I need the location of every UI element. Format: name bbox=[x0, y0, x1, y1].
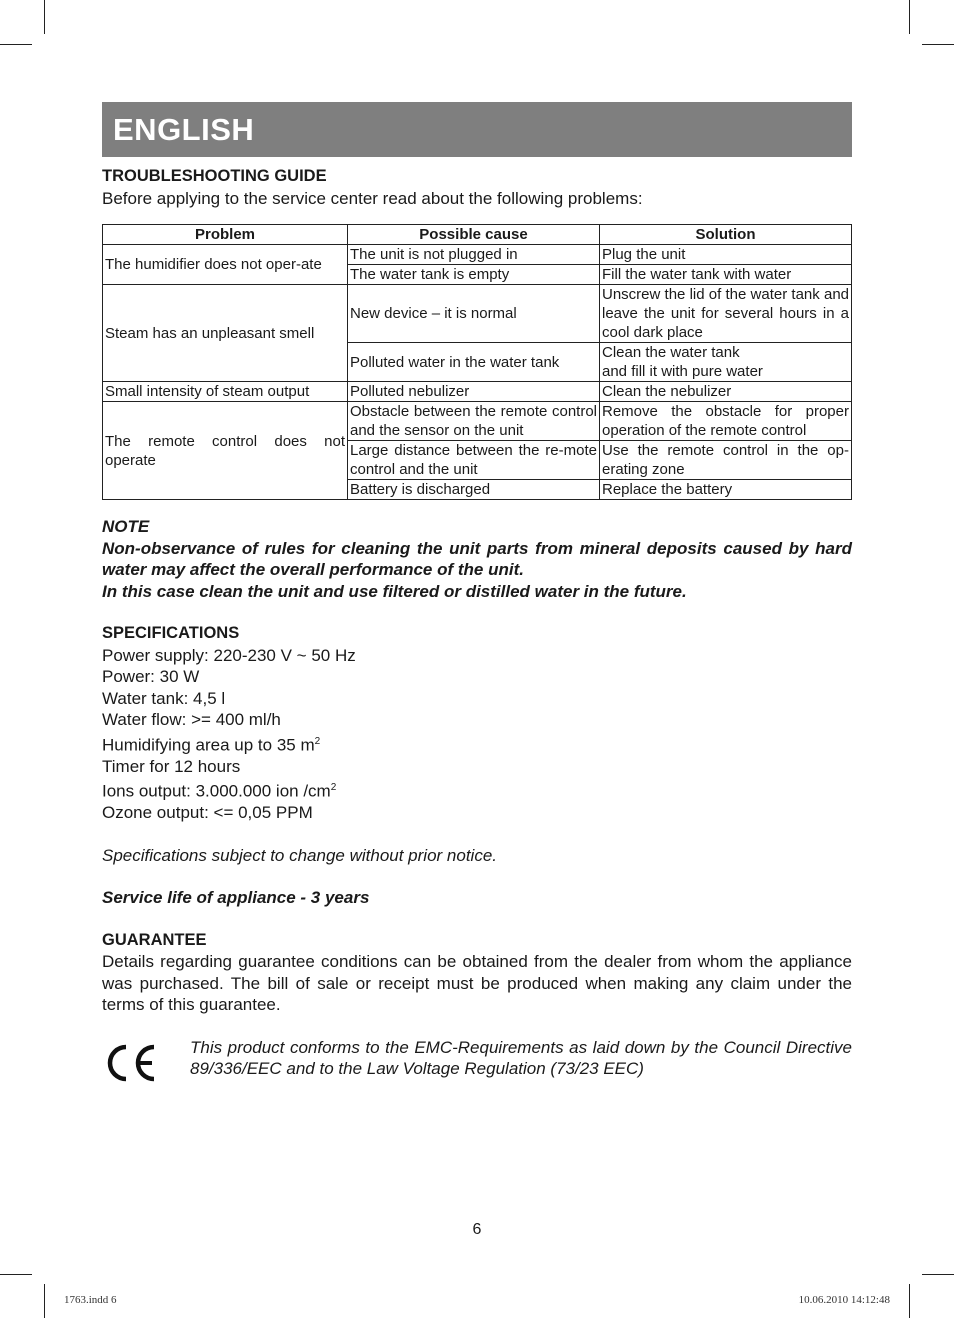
note-heading: NOTE bbox=[102, 517, 150, 536]
guarantee-text: Details regarding guarantee conditions can be obtained from the dealer from whom the appliance was purchased. The bill of sale or receipt must be produced when making any claim under the terms of this guarantee. bbox=[102, 952, 852, 1015]
file-slug: 1763.indd 6 bbox=[64, 1294, 117, 1306]
specifications-notice: Specifications subject to change without prior notice. bbox=[102, 845, 498, 865]
compliance-text: This product conforms to the EMC-Requirements as laid down by the Council Directive 89/336/EEC and to the Law Voltage Regulation (73/23 EEC) bbox=[190, 1037, 852, 1079]
solution-cell bbox=[600, 343, 852, 382]
spec-humidifying-area bbox=[102, 731, 852, 756]
page-content bbox=[102, 166, 852, 1088]
spec-power: Power: 30 W bbox=[102, 667, 200, 686]
cause-cell: The unit is not plugged in bbox=[348, 245, 600, 265]
crop-mark bbox=[44, 0, 45, 34]
service-life: Service life of appliance - 3 years bbox=[102, 888, 370, 908]
solution-cell: Remove the obstacle for proper operation of the remote control bbox=[600, 402, 852, 441]
crop-mark bbox=[44, 1284, 45, 1318]
column-header-problem: Problem bbox=[103, 225, 348, 245]
superscript: 2 bbox=[330, 782, 337, 794]
problem-cell: Small intensity of steam output bbox=[103, 382, 348, 402]
column-header-cause: Possible cause bbox=[348, 225, 600, 245]
spec-timer: Timer for 12 hours bbox=[102, 756, 241, 776]
spec-water-flow: Water flow: >= 400 ml/h bbox=[102, 710, 281, 729]
troubleshooting-intro: Before applying to the service center read about the following problems: bbox=[102, 188, 643, 208]
crop-mark bbox=[922, 1274, 954, 1275]
cause-cell: Polluted nebulizer bbox=[348, 382, 600, 402]
specifications-block bbox=[102, 623, 852, 824]
cause-cell: Battery is discharged bbox=[348, 480, 600, 500]
solution-line: Clean the water tank bbox=[602, 344, 740, 361]
solution-line: and fill it with pure water bbox=[602, 363, 763, 380]
solution-cell: Fill the water tank with water bbox=[600, 265, 852, 285]
superscript: 2 bbox=[314, 735, 321, 747]
cause-cell: New device – it is normal bbox=[348, 285, 600, 343]
crop-mark bbox=[922, 44, 954, 45]
troubleshooting-table bbox=[102, 224, 852, 500]
table-row bbox=[103, 402, 852, 441]
cause-cell: Large distance between the re-mote control and the unit bbox=[348, 441, 600, 480]
solution-cell: Use the remote control in the op-erating zone bbox=[600, 441, 852, 480]
problem-cell: The humidifier does not oper-ate bbox=[103, 245, 348, 285]
guarantee-heading: GUARANTEE bbox=[102, 930, 207, 949]
note-text: In this case clean the unit and use filtered or distilled water in the future. bbox=[102, 581, 687, 601]
problem-cell: Steam has an unpleasant smell bbox=[103, 285, 348, 382]
cause-cell: Obstacle between the remote control and the sensor on the unit bbox=[348, 402, 600, 441]
cause-cell: Polluted water in the water tank bbox=[348, 343, 600, 382]
spec-ions-output bbox=[102, 777, 852, 802]
spec-ions-output-text: Ions output: 3.000.000 ion /cm bbox=[102, 781, 331, 801]
ce-mark-icon bbox=[102, 1037, 190, 1089]
column-header-solution: Solution bbox=[600, 225, 852, 245]
spec-ozone-output: Ozone output: <= 0,05 PPM bbox=[102, 803, 313, 823]
language-header: ENGLISH bbox=[102, 102, 852, 157]
cause-cell: The water tank is empty bbox=[348, 265, 600, 285]
table-row bbox=[103, 245, 852, 265]
table-row bbox=[103, 382, 852, 402]
crop-mark bbox=[0, 44, 32, 45]
note-text: Non-observance of rules for cleaning the unit parts from mineral deposits caused by hard water may affect the overall performance of the unit. bbox=[102, 538, 852, 579]
solution-cell: Unscrew the lid of the water tank and leave the unit for several hours in a cool dark place bbox=[600, 285, 852, 343]
crop-mark bbox=[0, 1274, 32, 1275]
compliance-row bbox=[102, 1037, 852, 1089]
crop-mark bbox=[909, 0, 910, 34]
spec-water-tank: Water tank: 4,5 l bbox=[102, 688, 226, 708]
problem-cell: The remote control does not operate bbox=[103, 402, 348, 500]
spec-power-supply: Power supply: 220-230 V ~ 50 Hz bbox=[102, 645, 356, 665]
solution-cell: Replace the battery bbox=[600, 480, 852, 500]
spec-humidifying-area-text: Humidifying area up to 35 m bbox=[102, 735, 315, 755]
solution-cell: Clean the nebulizer bbox=[600, 382, 852, 402]
specifications-heading: SPECIFICATIONS bbox=[102, 624, 240, 642]
crop-mark bbox=[909, 1284, 910, 1318]
note-block bbox=[102, 516, 852, 602]
troubleshooting-heading: TROUBLESHOOTING GUIDE bbox=[102, 167, 327, 185]
print-timestamp: 10.06.2010 14:12:48 bbox=[798, 1294, 890, 1306]
table-header-row bbox=[103, 225, 852, 245]
solution-cell: Plug the unit bbox=[600, 245, 852, 265]
page-number: 6 bbox=[472, 1221, 482, 1238]
table-row bbox=[103, 285, 852, 343]
